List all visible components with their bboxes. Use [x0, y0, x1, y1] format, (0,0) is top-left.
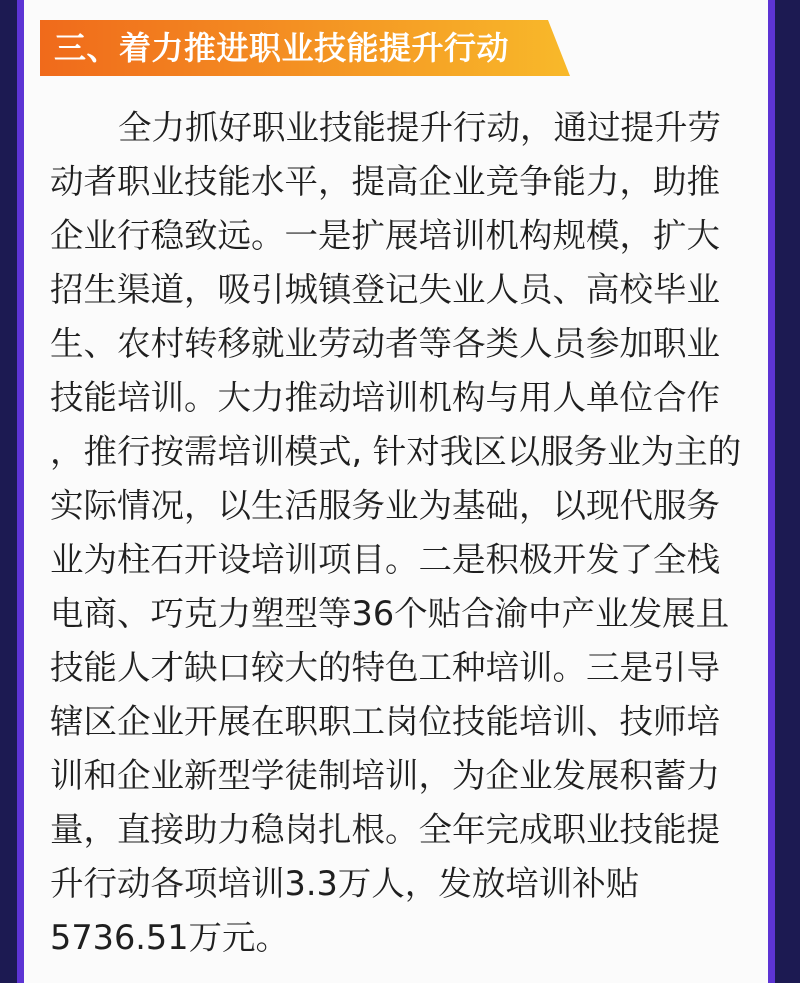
body-line: 5736.51万元。 [50, 918, 290, 957]
body-line: 量，直接助力稳岗扎根。全年完成职业技能提 [50, 810, 720, 849]
section-heading-banner [40, 20, 570, 76]
article-body [50, 101, 762, 965]
body-line: 技能人才缺口较大的特色工种培训。三是引导 [50, 648, 720, 687]
body-line: 电商、巧克力塑型等36个贴合渝中产业发展且 [50, 594, 730, 633]
section-title: 三、着力推进职业技能提升行动 [54, 29, 510, 67]
body-line: 训和企业新型学徒制培训，为企业发展积蓄力 [50, 756, 720, 795]
body-line: 招生渠道，吸引城镇登记失业人员、高校毕业 [50, 270, 720, 309]
body-line: 企业行稳致远。一是扩展培训机构规模，扩大 [50, 216, 720, 255]
body-line: 生、农村转移就业劳动者等各类人员参加职业 [50, 324, 720, 363]
body-line: ，推行按需培训模式, 针对我区以服务业为主的 [50, 432, 742, 471]
left-frame-border [0, 0, 24, 983]
right-frame-border [768, 0, 800, 983]
body-line: 全力抓好职业技能提升行动，通过提升劳 [118, 108, 721, 147]
body-line: 动者职业技能水平，提高企业竞争能力，助推 [50, 162, 720, 201]
body-line: 升行动各项培训3.3万人，发放培训补贴 [50, 864, 640, 903]
body-line: 辖区企业开展在职职工岗位技能培训、技师培 [50, 702, 720, 741]
body-line: 实际情况，以生活服务业为基础，以现代服务 [50, 486, 720, 525]
body-line: 业为柱石开设培训项目。二是积极开发了全栈 [50, 540, 720, 579]
body-line: 技能培训。大力推动培训机构与用人单位合作 [50, 378, 720, 417]
